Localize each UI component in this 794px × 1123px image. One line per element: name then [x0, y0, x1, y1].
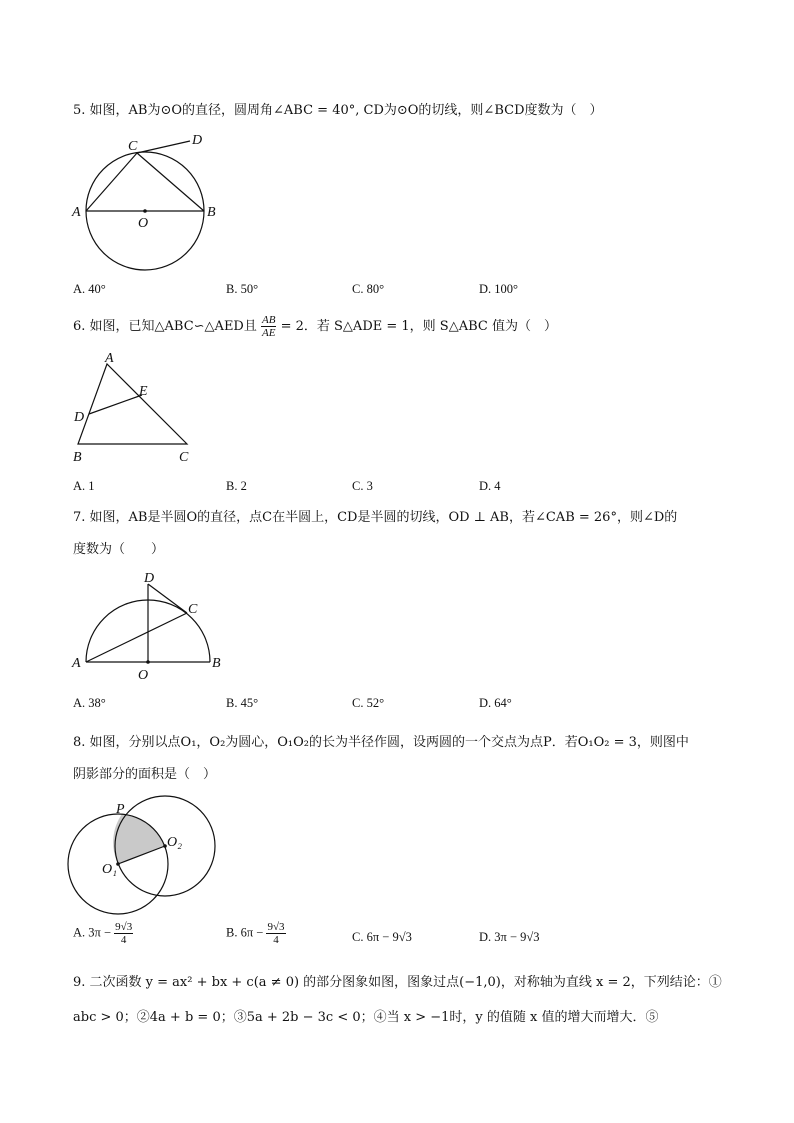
q5-figure	[65, 128, 235, 276]
q8-option-a	[73, 921, 133, 946]
q7-label-d: D	[144, 571, 155, 586]
q8-option-a-prefix: A.	[73, 925, 86, 940]
q6-frac-den: AE	[262, 327, 276, 339]
q6-ratio-fraction	[261, 314, 276, 339]
q6-stem	[73, 314, 557, 339]
q7-label-o: O	[138, 668, 149, 683]
q5-chord-bc	[137, 153, 204, 211]
q6-label-a: A	[105, 351, 114, 366]
q7-center-dot	[146, 660, 150, 664]
q5-tangent-cd	[137, 141, 190, 153]
q8-option-b-den: 4	[273, 934, 279, 946]
q6-option-d: D. 4	[479, 479, 501, 493]
q6-option-a: A. 1	[73, 479, 95, 493]
q7-figure	[65, 566, 235, 686]
q8-option-b-fraction	[266, 921, 285, 946]
q6-label-c: C	[179, 450, 189, 465]
q8-stem-line2: 阴影部分的面积是（ ）	[73, 767, 217, 782]
q8-figure	[65, 796, 225, 918]
q5-center-dot	[143, 209, 147, 213]
q8-option-c-expr: 6π − 9√3	[366, 930, 412, 944]
q8-option-a-expr: 3π −	[88, 925, 112, 940]
q6-stem-pre: 6. 如图，已知△ABC∽△AED且	[73, 319, 257, 334]
q8-label-p: P	[116, 802, 125, 817]
q8-option-d	[479, 930, 540, 945]
q6-option-c: C. 3	[352, 479, 373, 493]
q7-option-b: B. 45°	[226, 696, 259, 710]
q8-option-b-num: 9√3	[267, 921, 285, 933]
q6-label-e: E	[139, 384, 148, 399]
q8-option-c-prefix: C.	[352, 930, 364, 944]
q5-option-a: A. 40°	[73, 282, 106, 296]
q6-frac-num: AB	[262, 314, 276, 326]
q5-label-c: C	[128, 139, 138, 154]
q7-tangent-cd	[148, 584, 187, 613]
q8-label-o2: O₂	[167, 835, 182, 850]
q6-stem-post: = 2．若 S△ADE = 1，则 S△ABC 值为（ ）	[280, 319, 557, 334]
q8-stem-line1: 8. 如图，分别以点O₁，O₂为圆心，O₁O₂的长为半径作圆，设两圆的一个交点为点P．若O₁O₂ = 3，则图中	[73, 735, 689, 750]
q7-option-d: D. 64°	[479, 696, 512, 710]
q7-option-a: A. 38°	[73, 696, 106, 710]
q7-chord-ac	[86, 613, 187, 662]
q8-label-o1: O₁	[102, 862, 117, 877]
q7-label-b: B	[212, 656, 221, 671]
q7-label-c: C	[188, 602, 198, 617]
q7-option-c: C. 52°	[352, 696, 385, 710]
q6-option-b: B. 2	[226, 479, 247, 493]
q8-option-b-prefix: B.	[226, 925, 238, 940]
q8-option-c	[352, 930, 412, 945]
q7-label-a: A	[72, 656, 81, 671]
q5-label-d: D	[192, 133, 203, 148]
q5-label-o: O	[138, 216, 149, 231]
q7-stem-line1: 7. 如图，AB是半圆O的直径，点C在半圆上，CD是半圆的切线，OD ⊥ AB，若∠CAB = 26°，则∠D的	[73, 510, 678, 525]
q5-label-b: B	[207, 205, 216, 220]
q5-option-c: C. 80°	[352, 282, 385, 296]
q9-stem-line1: 9. 二次函数 y = ax² + bx + c(a ≠ 0) 的部分图象如图，图象过点(−1,0)，对称轴为直线 x = 2，下列结论：①	[73, 975, 722, 990]
q8-option-a-num: 9√3	[115, 921, 133, 933]
q6-label-b: B	[73, 450, 82, 465]
q5-stem: 5. 如图，AB为⊙O的直径，圆周角∠ABC = 40°, CD为⊙O的切线，则∠BCD度数为（ ）	[73, 103, 603, 118]
q8-option-b-expr: 6π −	[240, 925, 264, 940]
q8-option-b	[226, 921, 286, 946]
q8-option-a-den: 4	[120, 934, 127, 946]
q6-figure	[65, 348, 205, 466]
q8-option-d-prefix: D.	[479, 930, 492, 944]
q5-label-a: A	[72, 205, 81, 220]
q6-segment-de	[89, 395, 142, 414]
q7-stem-line2: 度数为（ ）	[73, 542, 165, 557]
q8-option-d-expr: 3π − 9√3	[494, 930, 540, 944]
q6-label-d: D	[74, 410, 85, 425]
q5-option-b: B. 50°	[226, 282, 259, 296]
q6-triangle-abc	[78, 364, 187, 444]
q8-option-a-fraction	[114, 921, 133, 946]
q5-option-d: D. 100°	[479, 282, 519, 296]
q9-stem-line2: abc > 0；②4a + b = 0；③5a + 2b − 3c < 0；④当 x > −1时，y 的值随 x 值的增大而增大．⑤	[73, 1010, 659, 1025]
